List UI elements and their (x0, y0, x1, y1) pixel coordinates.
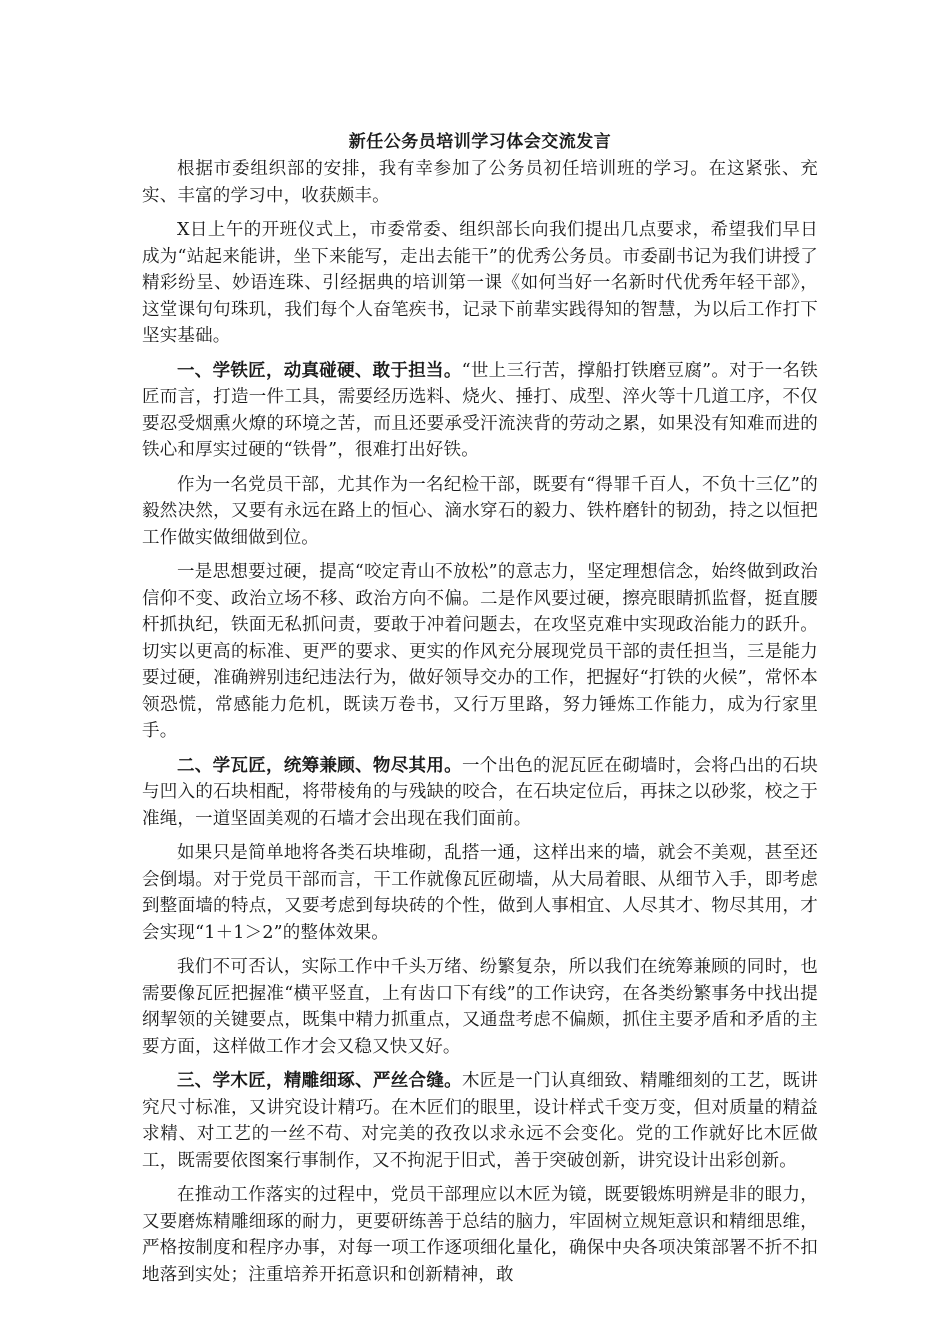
paragraph-2 (142, 217, 818, 350)
paragraph-4 (142, 472, 818, 552)
paragraph-text: 如果只是简单地将各类石块堆砌，乱搭一通，这样出来的墙，就会不美观，甚至还会倒塌。对于党员干部而言，干工作就像瓦匠砌墙，从大局着眼、从细节入手，即考虑到整面墙的特点，又要考虑到每块砖的个性，做到人事相宜、人尽其才、物尽其用，才会实现“1＋1＞2”的整体效果。 (142, 843, 818, 943)
paragraph-5 (142, 559, 818, 745)
paragraph-1 (142, 156, 818, 209)
paragraph-text: 木匠是一门认真细致、精雕细刻的工艺，既讲究尺寸标准，又讲究设计精巧。在木匠们的眼里，设计样式千变万变，但对质量的精益求精、对工艺的一丝不苟、对完美的孜孜以求永远不会变化。党的工作就好比木匠做工，既需要依图案行事制作，又不拘泥于旧式，善于突破创新，讲究设计出彩创新。 (142, 1071, 818, 1171)
paragraph-text: 一个出色的泥瓦匠在砌墙时，会将凸出的石块与凹入的石块相配，将带棱角的与残缺的咬合，在石块定位后，再抹之以砂浆，校之于准绳，一道坚固美观的石墙才会出现在我们面前。 (142, 755, 818, 829)
section-heading: 三、学木匠，精雕细琢、严丝合缝。 (177, 1071, 462, 1091)
section-heading: 一、学铁匠，动真碰硬、敢于担当。 (177, 360, 462, 381)
paragraph-text: X日上午的开班仪式上，市委常委、组织部长向我们提出几点要求，希望我们早日成为“站起来能讲，坐下来能写，走出去能干”的优秀公务员。市委副书记为我们讲授了精彩纷呈、妙语连珠、引经据典的培训第一课《如何当好一名新时代优秀年轻干部》，这堂课句句珠玑，我们每个人奋笔疾书，记录下前辈实践得知的智慧，为以后工作打下坚实基础。 (142, 220, 818, 346)
paragraph-section-3 (142, 1068, 818, 1174)
paragraph-text: “世上三行苦，撑船打铁磨豆腐”。对于一名铁匠而言，打造一件工具，需要经历选料、烧火、捶打、成型、淬火等十几道工序，不仅要忍受烟熏火燎的环境之苦，而且还要承受汗流浃背的劳动之累，如果没有知难而进的铁心和厚实过硬的“铁骨”，很难打出好铁。 (142, 360, 818, 460)
paragraph-10 (142, 1182, 818, 1288)
paragraph-7 (142, 840, 818, 946)
paragraph-8 (142, 954, 818, 1060)
paragraph-section-1 (142, 358, 818, 464)
paragraph-text: 根据市委组织部的安排，我有幸参加了公务员初任培训班的学习。在这紧张、充实、丰富的学习中，收获颇丰。 (142, 159, 818, 206)
section-heading: 二、学瓦匠，统筹兼顾、物尽其用。 (177, 755, 462, 776)
document-page (142, 128, 818, 1294)
paragraph-text: 在推动工作落实的过程中，党员干部理应以木匠为镜，既要锻炼明辨是非的眼力，又要磨炼精雕细琢的耐力，更要研练善于总结的脑力，牢固树立规矩意识和精细思维，严格按制度和程序办事，对每一项工作逐项细化量化，确保中央各项决策部署不折不扣地落到实处；注重培养开拓意识和创新精神，敢 (142, 1185, 818, 1285)
paragraph-section-2 (142, 753, 818, 833)
paragraph-text: 一是思想要过硬，提高“咬定青山不放松”的意志力，坚定理想信念，始终做到政治信仰不变、政治立场不移、政治方向不偏。二是作风要过硬，擦亮眼睛抓监督，挺直腰杆抓执纪，铁面无私抓问责，要敢于冲着问题去，在攻坚克难中实现政治能力的跃升。切实以更高的标准、更严的要求、更实的作风充分展现党员干部的责任担当，三是能力要过硬，准确辨别违纪违法行为，做好领导交办的工作，把握好“打铁的火候”，常怀本领恐慌，常感能力危机，既读万卷书，又行万里路，努力锤炼工作能力，成为行家里手。 (142, 562, 818, 741)
paragraph-text: 作为一名党员干部，尤其作为一名纪检干部，既要有“得罪千百人，不负十三亿”的毅然决然，又要有永远在路上的恒心、滴水穿石的毅力、铁杵磨针的韧劲，持之以恒把工作做实做细做到位。 (142, 474, 818, 548)
document-title: 新任公务员培训学习体会交流发言 (348, 132, 612, 152)
paragraph-text: 我们不可否认，实际工作中千头万绪、纷繁复杂，所以我们在统筹兼顾的同时，也需要像瓦匠把握准“横平竖直，上有齿口下有线”的工作诀窍，在各类纷繁事务中找出提纲挈领的关键要点，既集中精力抓重点，又通盘考虑不偏颇，抓住主要矛盾和矛盾的主要方面，这样做工作才会又稳又快又好。 (142, 957, 818, 1057)
